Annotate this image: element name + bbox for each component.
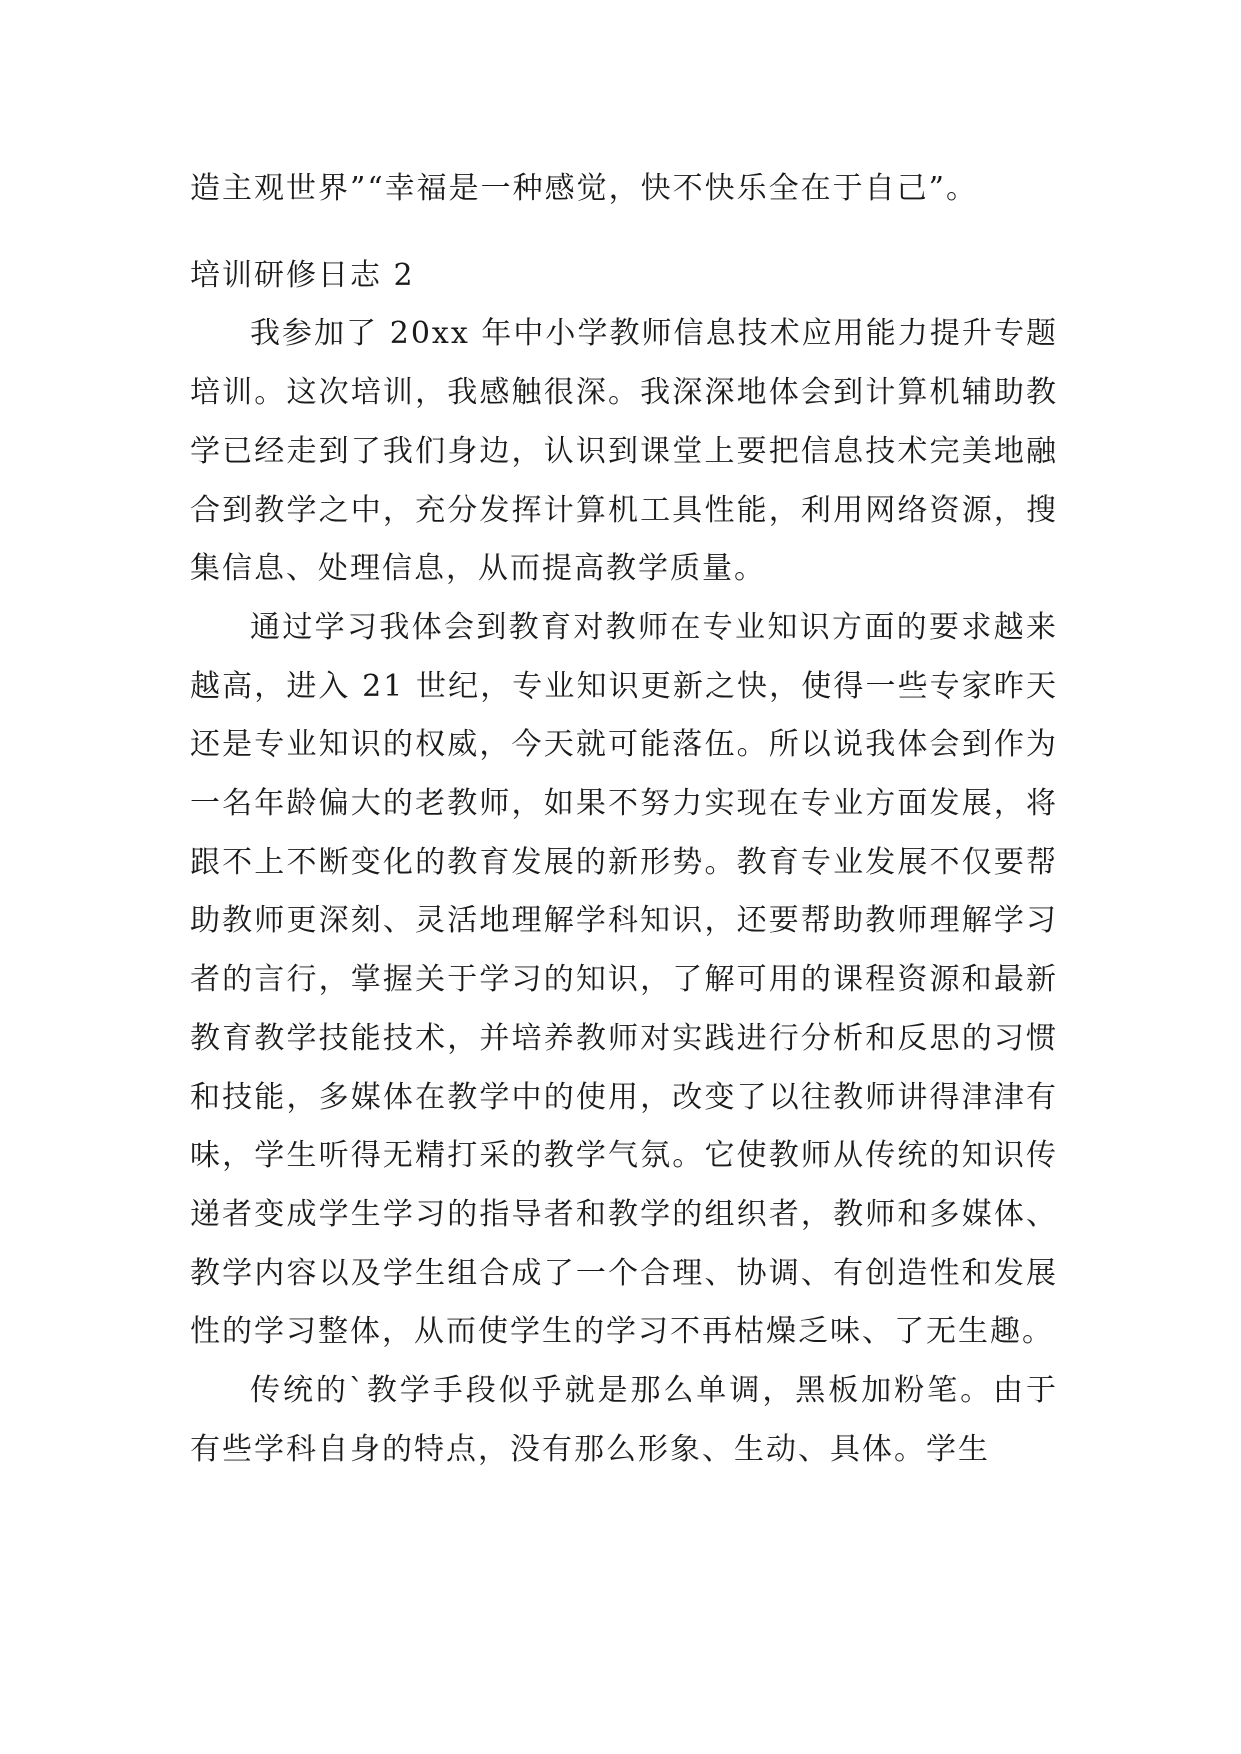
- paragraph-2: 通过学习我体会到教育对教师在专业知识方面的要求越来越高，进入 21 世纪，专业知识更新之快，使得一些专家昨天还是专业知识的权威，今天就可能落伍。所以说我体会到作为一名年龄偏大的老教师，如果不努力实现在专业方面发展，将跟不上不断变化的教育发展的新形势。教育专业发展不仅要帮助教师更深刻、灵活地理解学科知识，还要帮助教师理解学习者的言行，掌握关于学习的知识，了解可用的课程资源和最新教育教学技能技术，并培养教师对实践进行分析和反思的习惯和技能，多媒体在教学中的使用，改变了以往教师讲得津津有味，学生听得无精打采的教学气氛。它使教师从传统的知识传递者变成学生学习的指导者和教学的组织者，教师和多媒体、教学内容以及学生组合成了一个合理、协调、有创造性和发展性的学习整体，从而使学生的学习不再枯燥乏味、了无生趣。: [190, 609, 1058, 1350]
- section-heading: 培训研修日志 2: [190, 257, 415, 293]
- paragraph-1: 我参加了 20xx 年中小学教师信息技术应用能力提升专题培训。这次培训，我感触很深。我深深地体会到计算机辅助教学已经走到了我们身边，认识到课堂上要把信息技术完美地融合到教学之中，充分发挥计算机工具性能，利用网络资源，搜集信息、处理信息，从而提高教学质量。: [190, 316, 1058, 587]
- paragraph-3: 传统的`教学手段似乎就是那么单调，黑板加粉笔。由于有些学科自身的特点，没有那么形象、生动、具体。学生: [190, 1373, 1058, 1467]
- continuation-paragraph: 造主观世界”“幸福是一种感觉，快不快乐全在于自己”。: [190, 171, 979, 206]
- document-body: [190, 160, 1058, 1479]
